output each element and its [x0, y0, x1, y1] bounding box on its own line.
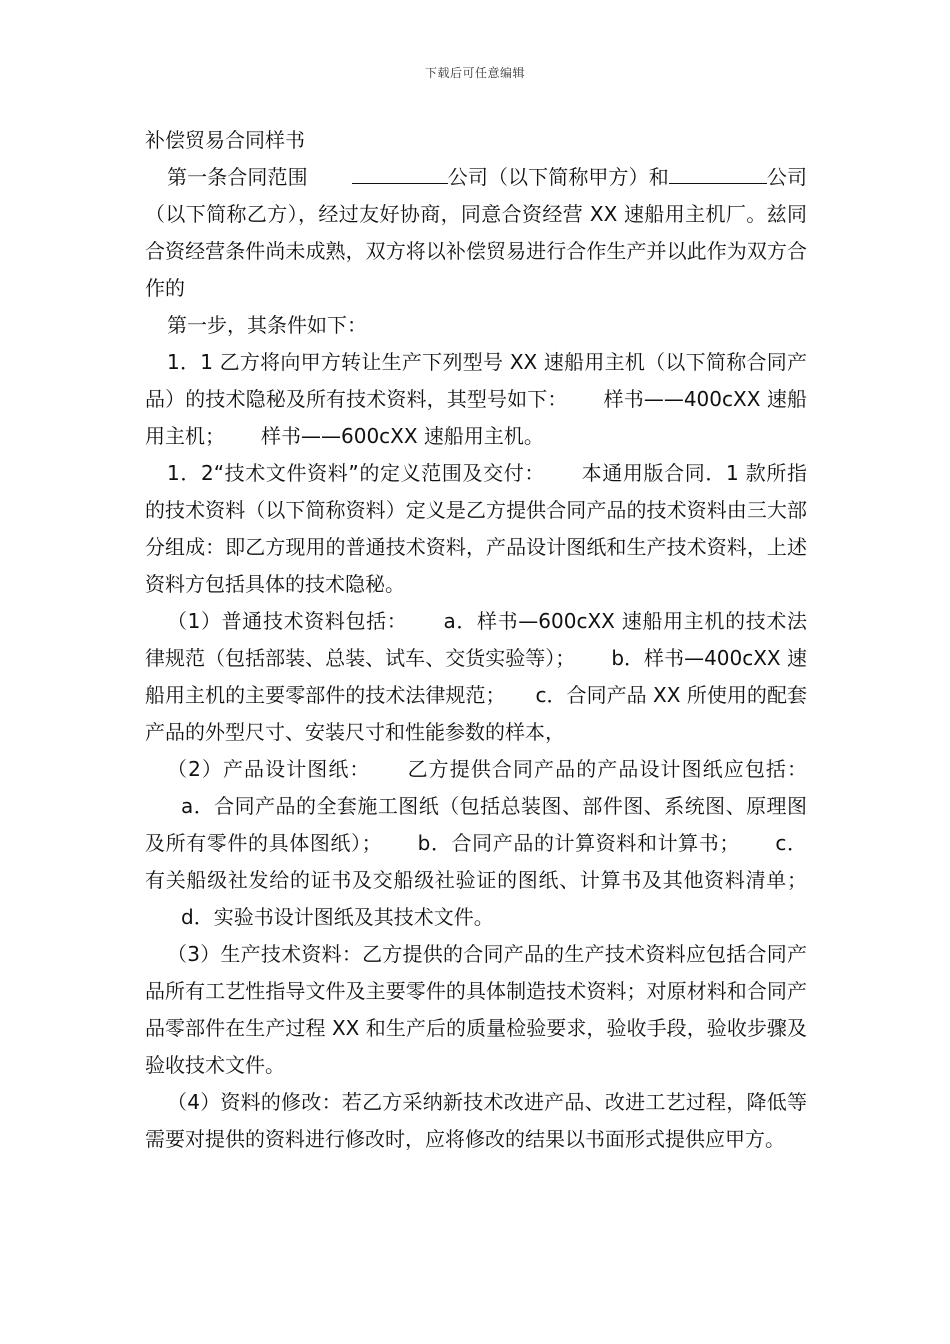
- paragraph-1-2: [145, 455, 807, 603]
- paragraph-text: 样书——400cXX 速船用主机；: [145, 387, 808, 448]
- document-body: [145, 122, 807, 1158]
- paragraph-text: （1）普通技术资料包括：: [167, 609, 408, 633]
- paragraph-text: a．样书—600cXX 速船用主机的技术法律规范（包括部装、总装、试车、交货实验等）；: [145, 609, 807, 670]
- blank-field-party-a[interactable]: [352, 161, 448, 184]
- paragraph-text: 公司（以下简称乙方），经过友好协商，同意合资经营 XX 速船用主机厂。兹同合资经营条件尚未成熟，双方将以补偿贸易进行合作生产并以此作为双方合作的: [145, 165, 808, 300]
- paragraph-text: （2）产品设计图纸：: [167, 757, 371, 781]
- blank-field-party-b[interactable]: [669, 161, 757, 184]
- clause-heading: 第一条合同范围: [167, 165, 308, 189]
- paragraph-first-step: 第一步，其条件如下：: [167, 313, 367, 337]
- paragraph-contract-scope: [145, 159, 807, 307]
- paragraph-text: c．有关船级社发给的证书及交船级社验证的图纸、计算书及其他资料清单；: [145, 831, 807, 892]
- paragraph-design-drawings: [145, 751, 807, 936]
- paragraph-text: 样书——600cXX 速船用主机。: [261, 424, 544, 448]
- header-note: 下载后可任意编辑: [424, 66, 525, 80]
- paragraph-text: b．合同产品的计算资料和计算书；: [417, 831, 740, 855]
- blank-field-party-b-tail[interactable]: [757, 161, 767, 184]
- paragraph-general-tech-data: [145, 603, 807, 751]
- paragraph-text: 1．1 乙方将向甲方转让生产下列型号 XX 速船用主机（以下简称合同产品）的技术隐秘及所有技术资料，其型号如下：: [145, 350, 807, 411]
- paragraph-text: b．样书—400cXX 速船用主机的主要零部件的技术法律规范；: [145, 646, 808, 707]
- paragraph-production-tech-data: （3）生产技术资料：乙方提供的合同产品的生产技术资料应包括合同产品所有工艺性指导文件及主要零件的具体制造技术资料；对原材料和合同产品零部件在生产过程 XX 和生产后的质量检验要求，验收手段，验收步骤及验收技术文件。: [145, 942, 807, 1077]
- paragraph-text: c．合同产品 XX 所使用的配套产品的外型尺寸、安装尺寸和性能参数的样本，: [145, 683, 807, 744]
- paragraph-text: 乙方提供合同产品的产品设计图纸应包括：: [406, 757, 807, 781]
- paragraph-1-1: [145, 344, 807, 455]
- paragraph-text: a．合同产品的全套施工图纸（包括总装图、部件图、系统图、原理图及所有零件的具体图纸）；: [145, 794, 807, 855]
- document-title: 补偿贸易合同样书: [145, 128, 305, 152]
- paragraph-text: d．实验书设计图纸及其技术文件。: [181, 905, 494, 929]
- paragraph-text: 1．2“技术文件资料”的定义范围及交付：: [167, 461, 546, 485]
- paragraph-text: 公司（以下简称甲方）和: [447, 165, 669, 189]
- paragraph-text: 本通用版合同．1 款所指的技术资料（以下简称资料）定义是乙方提供合同产品的技术资料由三大部分组成：即乙方现用的普通技术资料，产品设计图纸和生产技术资料，上述资料方包括具体的技术隐秘。: [145, 461, 807, 596]
- paragraph-data-revision: （4）资料的修改：若乙方采纳新技术改进产品、改进工艺过程，降低等需要对提供的资料进行修改时，应将修改的结果以书面形式提供应甲方。: [145, 1090, 807, 1151]
